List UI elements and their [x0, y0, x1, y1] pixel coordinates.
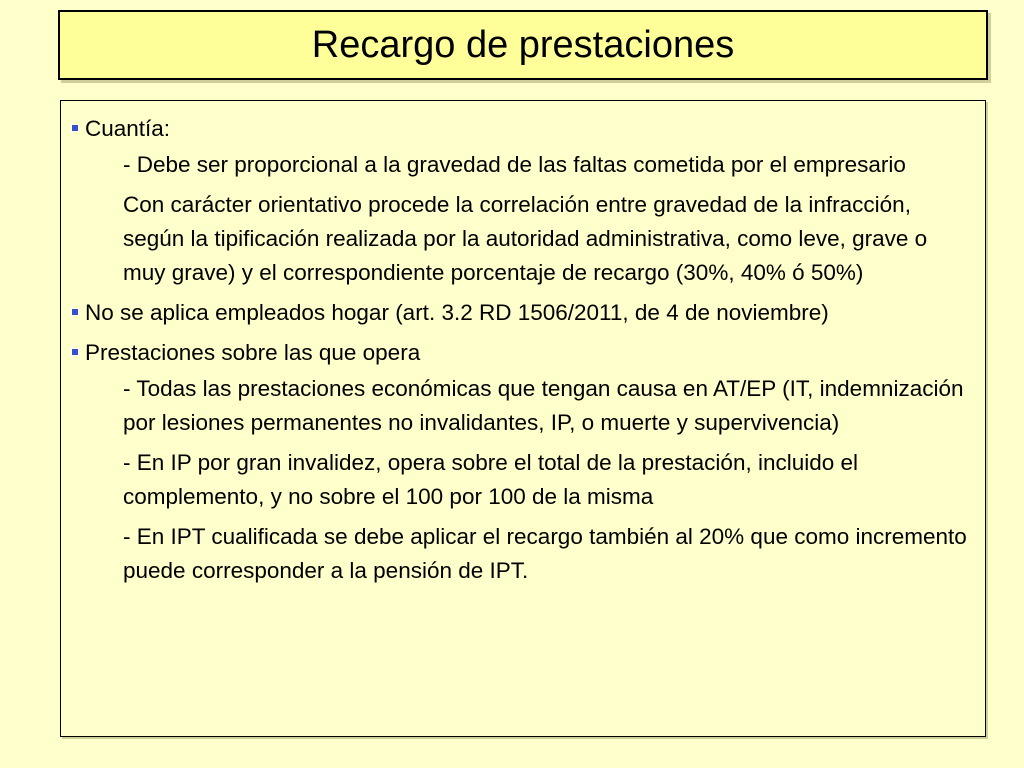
sub-item: Con carácter orientativo procede la correlación entre gravedad de la infracción, según la tipificación realizada por la autoridad administrativa, como leve, grave o muy grave) y el correspondiente porcentaje de recargo (30%, 40% ó 50%): [123, 192, 928, 285]
bullet-item-cuantia: [69, 112, 973, 146]
bullet-item-prestaciones: [69, 336, 973, 370]
square-bullet-icon: [71, 124, 79, 132]
slide-title-box: [58, 10, 988, 80]
slide-content-box: [60, 100, 986, 737]
bullet-text: No se aplica empleados hogar (art. 3.2 RD 1506/2011, de 4 de noviembre): [85, 300, 829, 325]
sub-item: - Debe ser proporcional a la gravedad de las faltas cometida por el empresario: [123, 152, 906, 177]
sub-item: - En IPT cualificada se debe aplicar el recargo también al 20% que como incremento puede corresponder a la pensión de IPT.: [123, 524, 967, 583]
sub-item: - Todas las prestaciones económicas que tengan causa en AT/EP (IT, indemnización por lesiones permanentes no invalidantes, IP, o muerte y supervivencia): [123, 376, 964, 435]
square-bullet-icon: [71, 348, 79, 356]
bullet-item-empleados-hogar: [69, 296, 973, 330]
bullet-text: Cuantía:: [85, 116, 171, 141]
sub-item: - En IP por gran invalidez, opera sobre el total de la prestación, incluido el complemento, y no sobre el 100 por 100 de la misma: [123, 450, 859, 509]
square-bullet-icon: [71, 308, 79, 316]
slide-title: Recargo de prestaciones: [311, 24, 735, 66]
bullet-text: Prestaciones sobre las que opera: [85, 340, 421, 365]
